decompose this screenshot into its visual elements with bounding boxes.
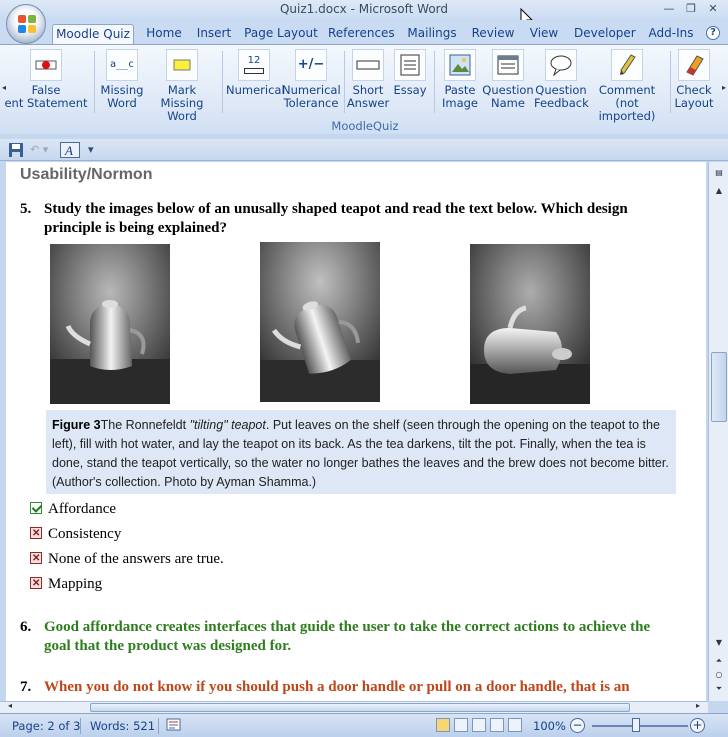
teapot-photo-lying bbox=[470, 244, 590, 404]
ribbon-separator bbox=[670, 51, 671, 113]
moodlequiz-group bbox=[4, 45, 720, 135]
pencil-icon bbox=[611, 49, 643, 81]
false-statement-button[interactable]: False ent Statement bbox=[2, 49, 90, 119]
teapot-photo-tilted bbox=[260, 242, 380, 402]
full-screen-reading-view-icon[interactable] bbox=[454, 718, 468, 732]
incorrect-checkbox-icon[interactable] bbox=[30, 577, 42, 589]
print-layout-view-icon[interactable] bbox=[436, 718, 450, 732]
next-page-icon[interactable]: ⏷ bbox=[715, 684, 723, 693]
horizontal-scroll-thumb[interactable] bbox=[90, 703, 630, 712]
ribbon-separator bbox=[434, 51, 435, 113]
status-divider bbox=[80, 718, 81, 734]
paste-image-button[interactable]: Paste Image bbox=[438, 49, 482, 119]
draft-view-icon[interactable] bbox=[508, 718, 522, 732]
ribbon-separator bbox=[94, 51, 95, 113]
zoom-in-icon[interactable]: + bbox=[690, 718, 705, 733]
essay-button[interactable]: Essay bbox=[390, 49, 430, 119]
question-number: 7. bbox=[20, 679, 32, 695]
answer-option[interactable]: ✕Consistency bbox=[30, 525, 121, 543]
save-icon[interactable] bbox=[8, 142, 24, 158]
scroll-thumb[interactable] bbox=[711, 352, 727, 422]
previous-page-icon[interactable]: ⏶ bbox=[715, 656, 723, 665]
ribbon-separator bbox=[222, 51, 223, 113]
answer-option[interactable]: Affordance bbox=[30, 500, 116, 518]
page-count[interactable]: Page: 2 of 3 bbox=[12, 719, 81, 733]
essay-icon bbox=[394, 49, 426, 81]
quick-access-toolbar bbox=[0, 139, 728, 161]
short-answer-icon bbox=[352, 49, 384, 81]
answer-option[interactable]: ✕None of the answers are true. bbox=[30, 550, 224, 568]
word-count[interactable]: Words: 521 bbox=[90, 719, 156, 733]
tab-developer[interactable]: Developer bbox=[574, 26, 636, 40]
outline-view-icon[interactable] bbox=[490, 718, 504, 732]
false-statement-icon bbox=[30, 49, 62, 81]
figure-caption: Figure 3The Ronnefeldt "tilting" teapot. Put leaves on the shelf (seen through the opening on the teapot to the left), fill with hot water, and lay the teapot on its back. As the tea darkens, tilt the pot. Finally, when the tea is done, stand the teapot vertically, so the water no longer bathes the leaves and the brew does not become bitter. (Author's collection. Photo by Ayman Shamma.) bbox=[46, 410, 676, 494]
numerical-tolerance-icon: +/− bbox=[295, 49, 327, 81]
tab-references[interactable]: References bbox=[328, 26, 395, 40]
eraser-icon bbox=[678, 49, 710, 81]
ribbon bbox=[0, 44, 728, 134]
numerical-icon: 12 bbox=[238, 49, 270, 81]
horizontal-scrollbar[interactable] bbox=[0, 701, 708, 713]
status-bar bbox=[0, 713, 728, 737]
question-feedback-button[interactable]: Question Feedback bbox=[534, 49, 588, 119]
ribbon-tabs bbox=[0, 20, 728, 44]
close-button[interactable]: ✕ bbox=[708, 2, 718, 15]
incorrect-checkbox-icon[interactable] bbox=[30, 552, 42, 564]
zoom-slider-handle[interactable] bbox=[632, 718, 640, 732]
tab-add-ins[interactable]: Add-Ins bbox=[648, 26, 694, 40]
zoom-slider-track[interactable] bbox=[592, 725, 688, 727]
web-layout-view-icon[interactable] bbox=[472, 718, 486, 732]
ribbon-scroll-right-icon[interactable]: ▸ bbox=[721, 83, 726, 92]
question-5-text: Study the images below of an unusally shaped teapot and read the text below. Which design principle is being explained? bbox=[44, 201, 628, 236]
tab-home[interactable]: Home bbox=[146, 26, 182, 40]
check-layout-button[interactable]: Check Layout bbox=[672, 49, 716, 119]
question-number: 6. bbox=[20, 619, 32, 635]
mark-missing-word-icon bbox=[166, 49, 198, 81]
window-title: Quiz1.docx - Microsoft Word bbox=[279, 2, 449, 16]
tab-review[interactable]: Review bbox=[471, 26, 515, 40]
missing-word-icon: a__c bbox=[106, 49, 138, 81]
vertical-scrollbar[interactable] bbox=[708, 162, 728, 701]
answer-option[interactable]: ✕Mapping bbox=[30, 575, 102, 593]
proofing-icon[interactable] bbox=[166, 718, 182, 736]
paste-image-icon bbox=[444, 49, 476, 81]
tab-view[interactable]: View bbox=[529, 26, 559, 40]
scroll-left-icon[interactable]: ◂ bbox=[7, 701, 12, 710]
zoom-out-icon[interactable]: − bbox=[570, 718, 585, 733]
help-icon[interactable]: ? bbox=[706, 26, 720, 40]
ribbon-separator bbox=[344, 51, 345, 113]
short-answer-button[interactable]: Short Answer bbox=[346, 49, 390, 119]
customize-qat-icon[interactable]: ▾ bbox=[88, 143, 94, 156]
tab-page-layout[interactable]: Page Layout bbox=[244, 26, 318, 40]
scroll-up-icon[interactable]: ▲ bbox=[715, 186, 723, 195]
tab-mailings[interactable]: Mailings bbox=[407, 26, 457, 40]
comment-button[interactable]: Comment (not imported) bbox=[588, 49, 666, 119]
ruler-toggle-icon[interactable]: ▤ bbox=[715, 168, 723, 177]
zoom-level[interactable]: 100% bbox=[533, 719, 566, 733]
question-7-text: When you do not know if you should push a door handle or pull on a door handle, that is an bbox=[44, 679, 630, 695]
missing-word-button[interactable]: a__c Missing Word bbox=[98, 49, 146, 119]
question-6-feedback-text: Good affordance creates interfaces that guide the user to take the correct actions to achieve the goal that the product was designed for. bbox=[44, 619, 651, 654]
correct-checkbox-icon[interactable] bbox=[30, 502, 42, 514]
office-logo-icon bbox=[18, 15, 36, 33]
scroll-down-icon[interactable]: ▼ bbox=[715, 638, 723, 647]
text-style-icon[interactable] bbox=[60, 142, 80, 158]
restore-button[interactable]: ❐ bbox=[686, 2, 696, 15]
office-button[interactable] bbox=[6, 4, 46, 44]
speech-bubble-icon bbox=[545, 49, 577, 81]
question-number: 5. bbox=[20, 201, 32, 217]
question-name-button[interactable]: Question Name bbox=[482, 49, 534, 119]
tab-insert[interactable]: Insert bbox=[196, 26, 232, 40]
ribbon-scroll-left-icon[interactable]: ◂ bbox=[2, 83, 7, 92]
document-page[interactable] bbox=[6, 162, 706, 701]
scroll-right-icon[interactable]: ▸ bbox=[695, 701, 700, 710]
minimize-button[interactable]: — bbox=[663, 2, 675, 15]
svg-text:A: A bbox=[65, 143, 73, 158]
title-bar bbox=[0, 0, 728, 20]
status-divider bbox=[158, 718, 159, 734]
question-name-icon bbox=[492, 49, 524, 81]
mark-missing-word-button[interactable]: Mark Missing Word bbox=[146, 49, 218, 119]
tab-moodle-quiz[interactable]: Moodle Quiz bbox=[52, 24, 134, 44]
teapot-photo-upright bbox=[50, 244, 170, 404]
document-area[interactable] bbox=[0, 162, 708, 701]
numerical-button[interactable]: 12 Numerical bbox=[226, 49, 282, 119]
numerical-tolerance-button[interactable]: +/− Numerical Tolerance bbox=[282, 49, 340, 119]
section-heading: Usability/Normon bbox=[20, 166, 153, 183]
incorrect-checkbox-icon[interactable] bbox=[30, 527, 42, 539]
select-browse-object-icon[interactable]: ○ bbox=[715, 670, 723, 679]
undo-icon[interactable]: ↶ ▾ bbox=[30, 143, 49, 156]
ribbon-group-label: MoodleQuiz bbox=[331, 119, 399, 133]
window-controls bbox=[660, 1, 722, 17]
